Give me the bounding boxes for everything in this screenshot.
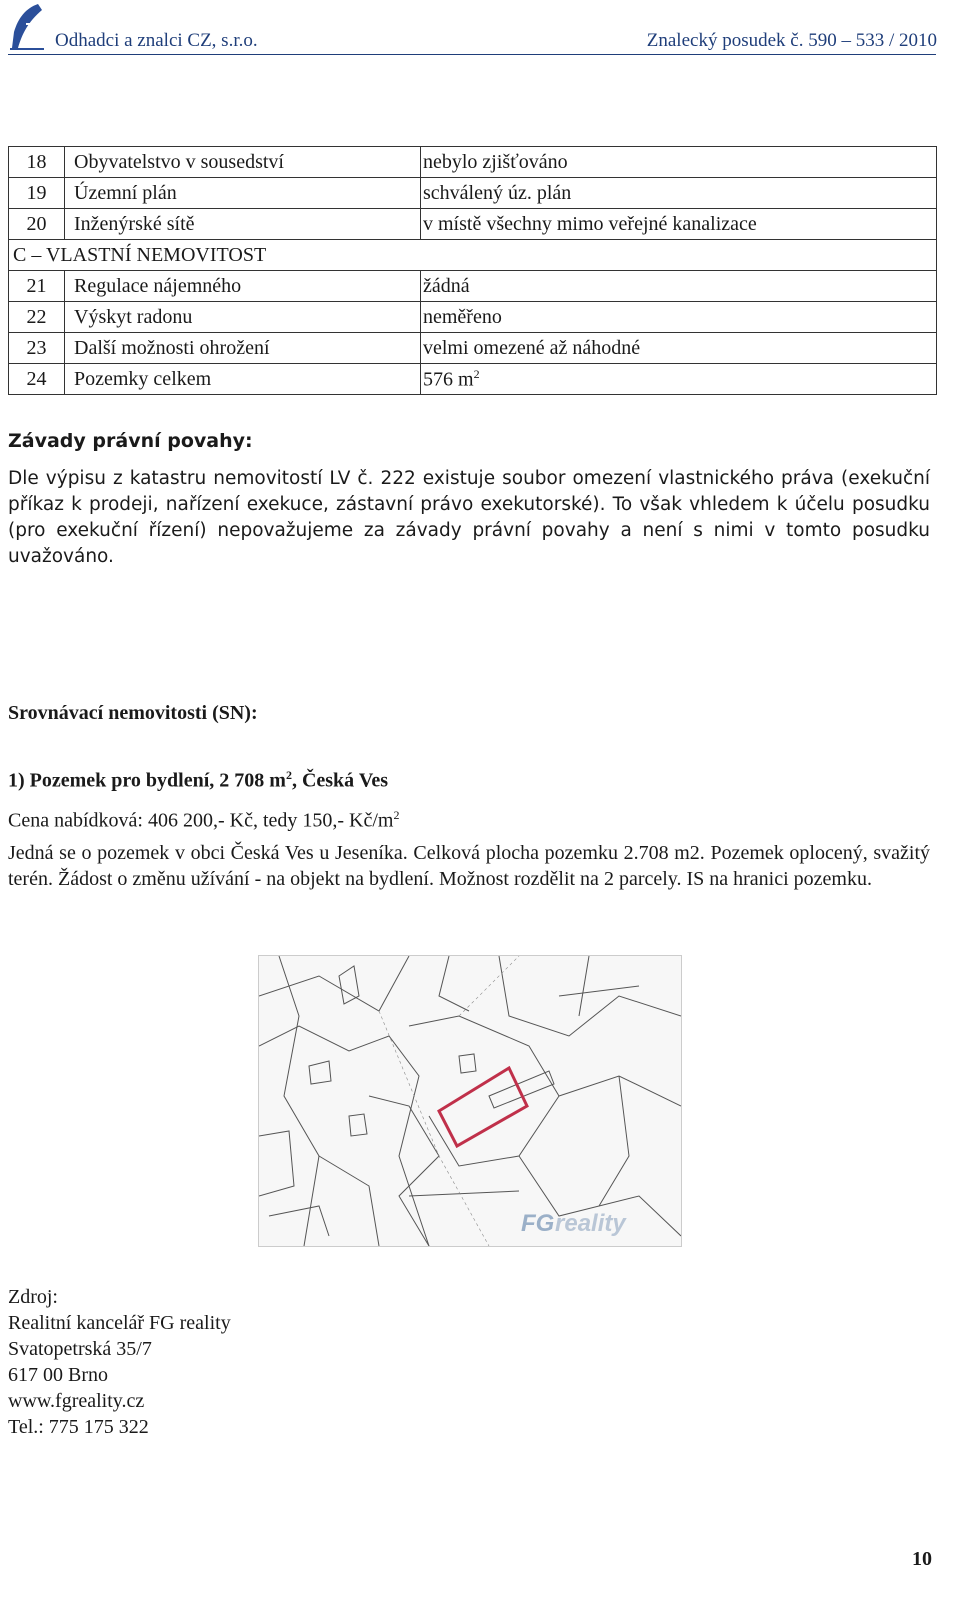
price-text: Cena nabídková: 406 200,- Kč, tedy 150,- Kč/m [8, 809, 394, 832]
watermark-reality: reality [555, 1210, 626, 1237]
comparable-item-title [8, 762, 930, 794]
area-value: 576 m [423, 368, 474, 391]
item-title-exponent: 2 [285, 768, 292, 782]
table-row [9, 178, 937, 209]
row-value: schválený úz. plán [421, 178, 937, 209]
row-value [421, 364, 937, 395]
source-phone: Tel.: 775 175 322 [8, 1416, 149, 1438]
section-title: C – VLASTNÍ NEMOVITOST [9, 240, 937, 271]
table-row [9, 333, 937, 364]
page-header [0, 0, 960, 56]
row-value: v místě všechny mimo veřejné kanalizace [421, 209, 937, 240]
row-label: Regulace nájemného [65, 271, 421, 302]
table-row [9, 364, 937, 395]
comparable-heading: Srovnávací nemovitosti (SN): [8, 702, 258, 724]
row-value: velmi omezené až náhodné [421, 333, 937, 364]
source-line: Svatopetrská 35/7 [8, 1338, 152, 1360]
row-value: neměřeno [421, 302, 937, 333]
row-label: Výskyt radonu [65, 302, 421, 333]
comparable-price [8, 802, 930, 834]
table-row [9, 147, 937, 178]
row-label: Pozemky celkem [65, 364, 421, 395]
watermark-fg: FG [521, 1210, 555, 1237]
cadastral-map [259, 956, 681, 1246]
row-value: žádná [421, 271, 937, 302]
item-title-main: 1) Pozemek pro bydlení, 2 708 m [8, 769, 286, 792]
cadastral-map-image [258, 955, 682, 1247]
table-row [9, 271, 937, 302]
source-link: www.fgreality.cz [8, 1390, 145, 1412]
source-line: 617 00 Brno [8, 1364, 108, 1386]
row-label: Další možnosti ohrožení [65, 333, 421, 364]
row-number: 18 [9, 147, 65, 178]
header-divider [8, 54, 936, 55]
report-number: Znalecký posudek č. 590 – 533 / 2010 [646, 30, 937, 51]
source-label: Zdroj: [8, 1286, 58, 1308]
row-number: 21 [9, 271, 65, 302]
company-name: Odhadci a znalci CZ, s.r.o. [55, 30, 258, 51]
table-row [9, 302, 937, 333]
area-unit-exponent: 2 [473, 366, 480, 381]
row-value: nebylo zjišťováno [421, 147, 937, 178]
row-number: 19 [9, 178, 65, 209]
row-label: Územní plán [65, 178, 421, 209]
page-number: 10 [912, 1548, 932, 1570]
parameters-table [8, 146, 937, 395]
company-logo [8, 2, 46, 52]
row-label: Obyvatelstvo v sousedství [65, 147, 421, 178]
legal-defects-heading: Závady právní povahy: [8, 430, 253, 452]
row-label: Inženýrské sítě [65, 209, 421, 240]
row-number: 22 [9, 302, 65, 333]
table-row [9, 209, 937, 240]
row-number: 24 [9, 364, 65, 395]
row-number: 20 [9, 209, 65, 240]
row-number: 23 [9, 333, 65, 364]
legal-defects-text: Dle výpisu z katastru nemovitostí LV č. 222 existuje soubor omezení vlastnického práva (exekuční příkaz k prodeji, nařízení exekuce, zástavní právo exekutorské). To však vhledem k účelu posudku (pro exekuční řízení) nepovažujeme za závady právní povahy a není s nimi v tomto posudku uvažováno. [8, 468, 930, 567]
comparable-description: Jedná se o pozemek v obci Česká Ves u Jeseníka. Celková plocha pozemku 2.708 m2. Pozemek oplocený, svažitý terén. Žádost o změnu užívání - na objekt na bydlení. Možnost rozdělit na 2 parcely. IS na hranici pozemku. [8, 842, 930, 890]
source-block [8, 1284, 231, 1440]
price-exponent: 2 [393, 808, 400, 822]
item-title-place: , Česká Ves [291, 769, 389, 792]
table-section-row [9, 240, 937, 271]
source-line: Realitní kancelář FG reality [8, 1312, 231, 1334]
